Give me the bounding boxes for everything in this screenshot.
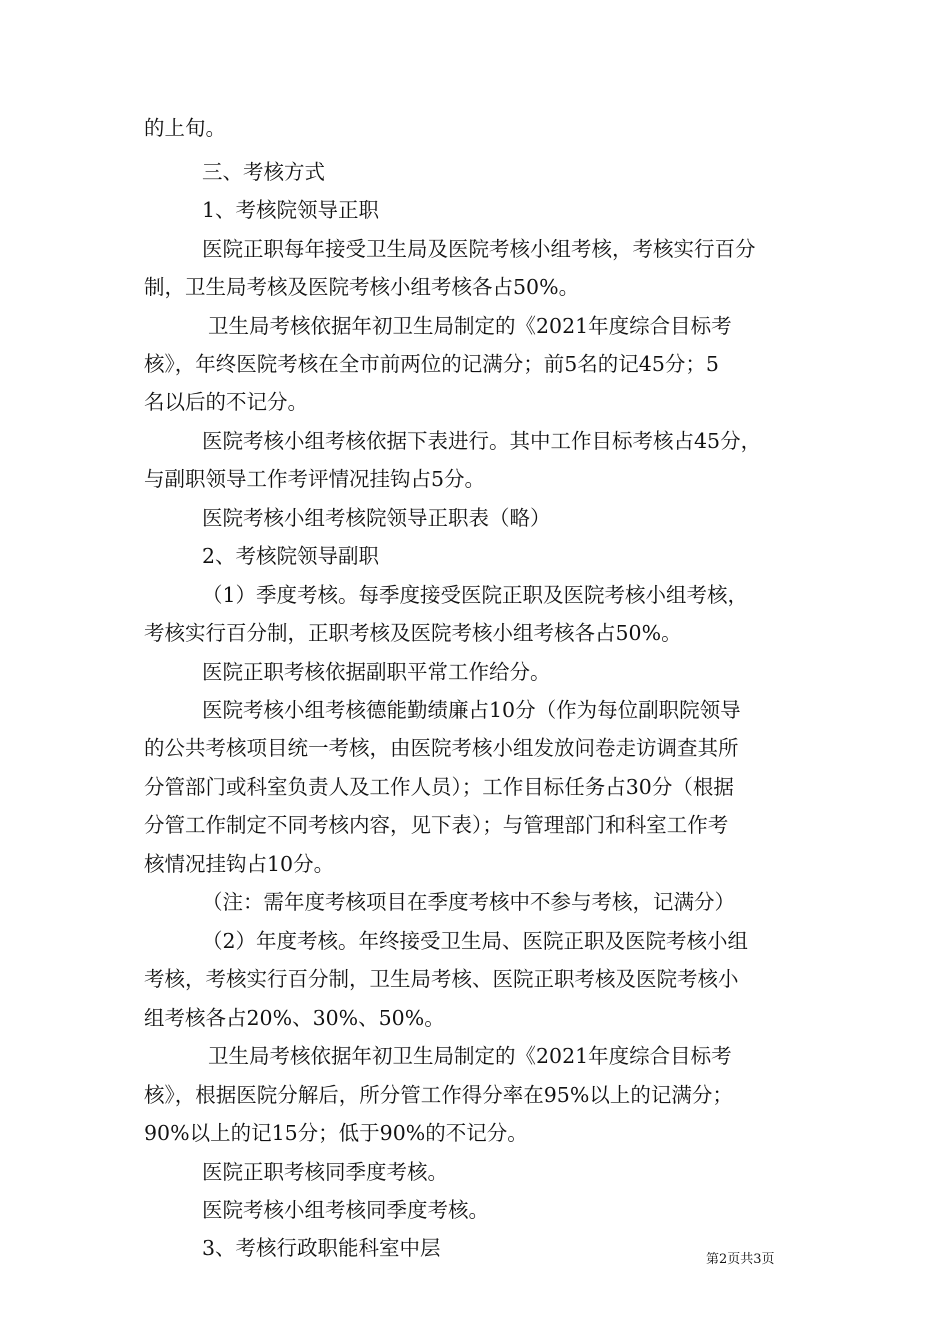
subsection-heading: 2、考核院领导副职 [202,544,380,568]
text-line: 组考核各占20%、30%、50%。 [144,1006,445,1030]
page-number-footer: 第2页共3页 [706,1252,775,1267]
text-line: 制，卫生局考核及医院考核小组考核各占50%。 [144,275,580,299]
text-line: 90%以上的记15分；低于90%的不记分。 [144,1121,528,1145]
text-line: 医院正职每年接受卫生局及医院考核小组考核，考核实行百分 [202,237,756,261]
text-line: 的公共考核项目统一考核，由医院考核小组发放问卷走访调查其所 [144,736,739,760]
text-line: 医院正职考核同季度考核。 [202,1160,448,1184]
text-line: 考核实行百分制，正职考核及医院考核小组考核各占50%。 [144,621,682,645]
section-heading: 三、考核方式 [202,160,325,184]
text-line: （1）季度考核。每季度接受医院正职及医院考核小组考核， [202,583,749,607]
subsection-heading: 3、考核行政职能科室中层 [202,1236,441,1260]
text-line: 名以后的不记分。 [144,390,308,414]
note-line: （注：需年度考核项目在季度考核中不参与考核，记满分） [202,890,735,914]
text-line: 的上旬。 [144,116,226,140]
text-line: 考核，考核实行百分制，卫生局考核、医院正职考核及医院考核小 [144,967,739,991]
text-line: 医院考核小组考核依据下表进行。其中工作目标考核占45分， [202,429,762,453]
text-line: 与副职领导工作考评情况挂钩占5分。 [144,467,486,491]
text-line: 核情况挂钩占10分。 [144,852,335,876]
subsection-heading: 1、考核院领导正职 [202,198,380,222]
text-line: 卫生局考核依据年初卫生局制定的《2021年度综合目标考 [208,314,732,338]
text-line: 分管部门或科室负责人及工作人员）；工作目标任务占30分（根据 [144,775,734,799]
text-line: （2）年度考核。年终接受卫生局、医院正职及医院考核小组 [202,929,749,953]
text-line: 医院考核小组考核同季度考核。 [202,1198,489,1222]
text-line: 分管工作制定不同考核内容，见下表）；与管理部门和科室工作考 [144,813,729,837]
text-line: 医院考核小组考核德能勤绩廉占10分（作为每位副职院领导 [202,698,741,722]
text-line: 卫生局考核依据年初卫生局制定的《2021年度综合目标考 [208,1044,732,1068]
text-line: 医院正职考核依据副职平常工作给分。 [202,660,551,684]
text-line: 核》，年终医院考核在全市前两位的记满分；前5名的记45分；5 [144,352,719,376]
text-line: 医院考核小组考核院领导正职表（略） [202,506,551,530]
text-line: 核》，根据医院分解后，所分管工作得分率在95%以上的记满分； [144,1083,733,1107]
